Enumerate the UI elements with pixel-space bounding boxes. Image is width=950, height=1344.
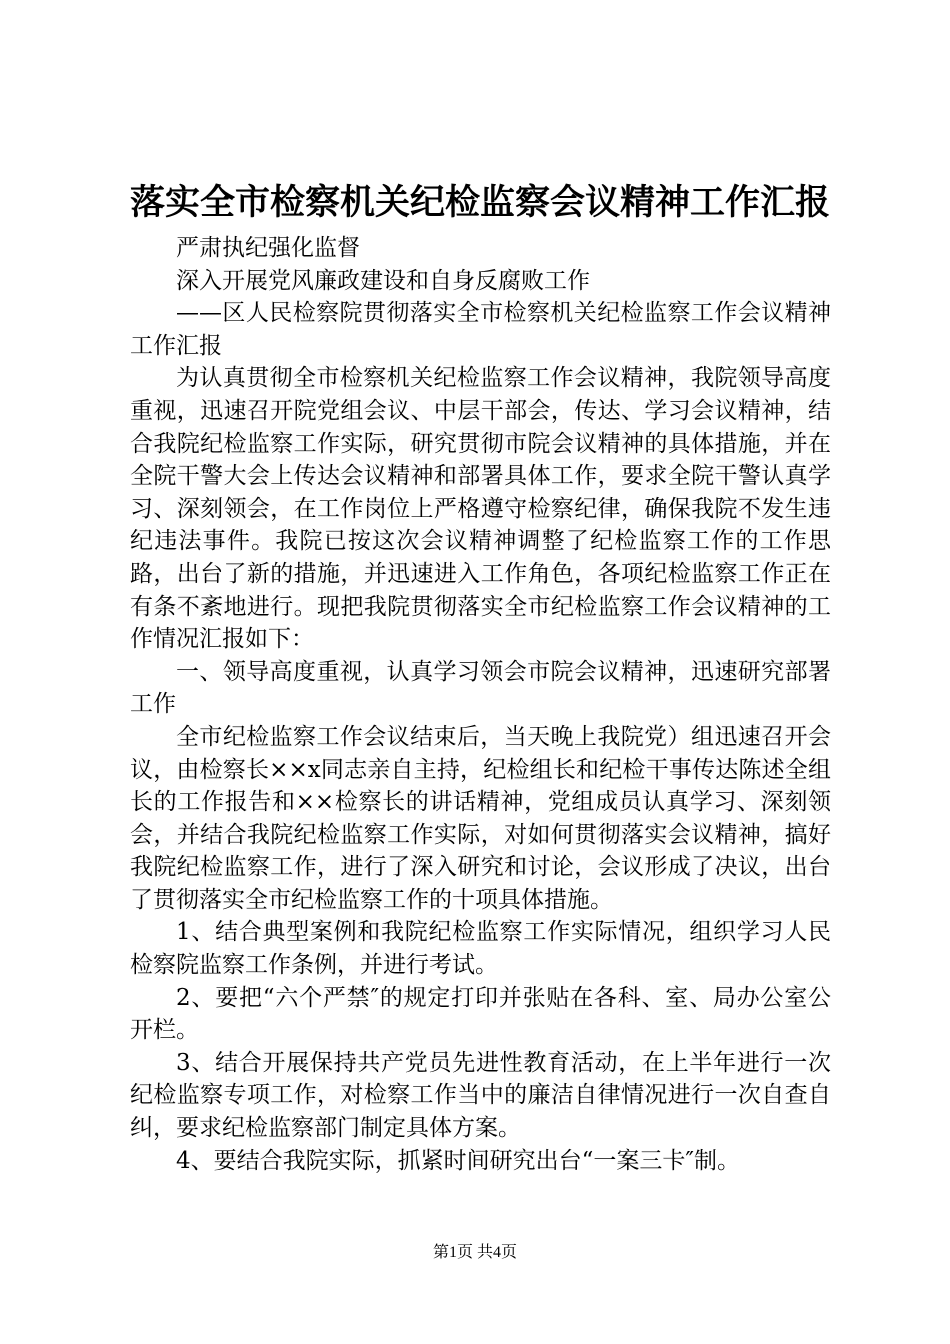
- intro-paragraph: 为认真贯彻全市检察机关纪检监察工作会议精神，我院领导高度重视，迅速召开院党组会议、中层干部会，传达、学习会议精神，结合我院纪检监察工作实际，研究贯彻市院会议精神的具体措施，并在全院干警大会上传达会议精神和部署具体工作，要求全院干警认真学习、深刻领会，在工作岗位上严格遵守检察纪律，确保我院不发生违纪违法事件。我院已按这次会议精神调整了纪检监察工作的工作思路，出台了新的措施，并迅速进入工作角色，各项纪检监察工作正在有条不紊地进行。现把我院贯彻落实全市纪检监察工作会议精神的工作情况汇报如下：: [130, 365, 831, 653]
- subtitle-line-2: 深入开展党风廉政建设和自身反腐败工作: [176, 267, 590, 294]
- section-1-paragraph: 全市纪检监察工作会议结束后，当天晚上我院党）组迅速召开会议，由检察长××x同志亲自主持，纪检组长和纪检干事传达陈述全组长的工作报告和××检察长的讲话精神，党组成员认真学习、深刻领会，并结合我院纪检监察工作实际，对如何贯彻落实会议精神，搞好我院纪检监察工作，进行了深入研究和讨论，会议形成了决议，出台了贯彻落实全市纪检监察工作的十项具体措施。: [130, 723, 831, 913]
- subtitle-line-1: 严肃执纪强化监督: [176, 235, 360, 261]
- subtitle-line-3: ——区人民检察院贯彻落实全市检察机关纪检监察工作会议精神工作汇报: [130, 300, 831, 359]
- measure-item-3: 3、结合开展保持共产党员先进性教育活动，在上半年进行一次纪检监察专项工作，对检察工作当中的廉洁自律情况进行一次自查自纠，要求纪检监察部门制定具体方案。: [130, 1049, 831, 1142]
- measure-item-4: 4、要结合我院实际，抓紧时间研究出台“一案三卡″制。: [176, 1147, 740, 1174]
- measure-item-2: 2、要把“六个严禁″的规定打印并张贴在各科、室、局办公室公开栏。: [130, 984, 831, 1044]
- page-footer: 第1页 共4页: [432, 1244, 517, 1261]
- document-body: [130, 232, 831, 1177]
- section-heading-1: 一、领导高度重视，认真学习领会市院会议精神，迅速研究部署工作: [130, 658, 831, 718]
- document-title: 落实全市检察机关纪检监察会议精神工作汇报: [129, 182, 830, 223]
- measure-item-1: 1、结合典型案例和我院纪检监察工作实际情况，组织学习人民检察院监察工作条例，并进行考试。: [130, 919, 831, 979]
